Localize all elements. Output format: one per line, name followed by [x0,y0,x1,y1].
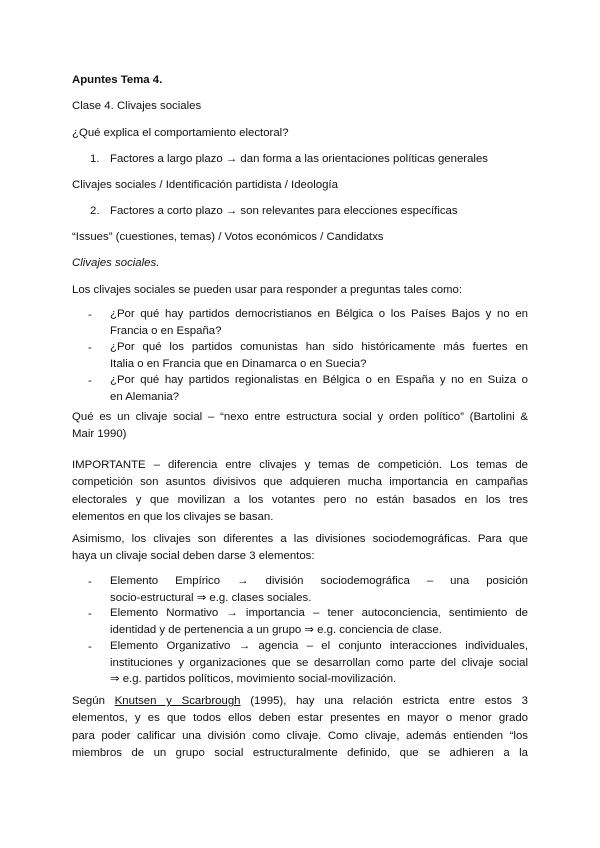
list-number: 2. [90,205,100,217]
paragraph-line: Qué es un clivaje social – “nexo entre estructura social y orden político” (Bartolini & [72,411,528,423]
list-item-line: socio-estructural ⇒ e.g. clases sociales. [110,591,312,604]
list-item [110,573,528,606]
list-dash: - [88,576,92,588]
list-item-line: ⇒ e.g. partidos políticos, movimiento social-movilización. [110,673,397,686]
long-term-items: Clivajes sociales / Identificación partidista / Ideología [72,179,338,191]
list-item [110,306,528,339]
list-item [110,372,528,405]
paragraph-line: elementos, y es que todos ellos deben estar presentes en mayor o menor grado [72,712,528,725]
list-item-line: en Alemania? [110,390,180,403]
list-item-line: ¿Por qué hay partidos democristianos en Bélgica o los Países Bajos y no en [110,308,528,320]
list-item-line: Italia o en Francia que en Dinamarca o en Suecia? [110,357,367,370]
list-dash: - [88,608,92,620]
list-item [110,339,528,372]
list-item-line: Francia o en España? [110,324,222,337]
question-line: ¿Qué explica el comportamiento electoral? [72,127,289,139]
list-number: 1. [90,153,100,165]
list-item-line: identidad y de pertenencia a un grupo ⇒ e.g. conciencia de clase. [110,623,442,636]
list-dash: - [88,309,92,321]
list-item-line: Elemento Empírico → división sociodemográfica – una posición [110,575,528,587]
citation-authors: Knutsen y Scarbrough [114,695,241,707]
paragraph-line: miembros de un grupo social estructuralmente definido, que se adhieren a la [72,746,528,759]
paragraph-line: haya un clivaje social deben darse 3 elementos: [72,550,315,563]
list-item [110,638,528,688]
segun-rest: (1995), hay una relación estricta entre estos 3 [240,695,528,707]
asimismo-paragraph [72,531,528,566]
list-item-line: ¿Por qué hay partidos regionalistas en Bélgica o en España y no en Suiza o [110,374,528,386]
paragraph-line: elementos en que los clivajes se basan. [72,510,274,523]
class-heading: Clase 4. Clivajes sociales [72,100,202,112]
paragraph-line: electorales y que movilizan a los votantes pero no están basados en los tres [72,493,528,506]
paragraph-line: Mair 1990) [72,428,127,441]
page-title: Apuntes Tema 4. [72,74,163,86]
list-item-line: ¿Por qué los partidos comunistas han sido históricamente más fuertes en [110,341,528,353]
factor-short-term: Factores a corto plazo → son relevantes para elecciones específicas [110,205,458,217]
list-dash: - [88,375,92,387]
list-dash: - [88,641,92,653]
importante-paragraph [72,457,528,526]
paragraph-line [72,693,528,710]
list-item-line: instituciones y organizaciones que se desarrollan como parte del clivaje social [110,656,528,669]
segun-paragraph [72,693,528,762]
short-term-items: “Issues” (cuestiones, temas) / Votos económicos / Candidatxs [72,231,384,243]
paragraph-line: competición son asuntos divisivos que adquieren mucha importancia en campañas [72,476,528,489]
paragraph-line: IMPORTANTE – diferencia entre clivajes y temas de competición. Los temas de [72,459,528,471]
factor-long-term: Factores a largo plazo → dan forma a las orientaciones políticas generales [110,153,488,165]
list-dash: - [88,342,92,354]
segun-prefix: Según [72,695,115,707]
paragraph-line: Asimismo, los clivajes son diferentes a las divisiones sociodemográficas. Para que [72,533,528,545]
list-item-line: Elemento Normativo → importancia – tener autoconciencia, sentimiento de [110,607,528,619]
section-heading: Clivajes sociales. [72,257,160,269]
definition-paragraph [72,409,528,444]
list-item-line: Elemento Organizativo → agencia – el conjunto interacciones individuales, [110,640,528,652]
intro-line: Los clivajes sociales se pueden usar para responder a preguntas tales como: [72,284,463,296]
paragraph-line: para poder calificar una división como clivaje. Como clivaje, además entienden “los [72,729,528,742]
list-item [110,605,528,638]
